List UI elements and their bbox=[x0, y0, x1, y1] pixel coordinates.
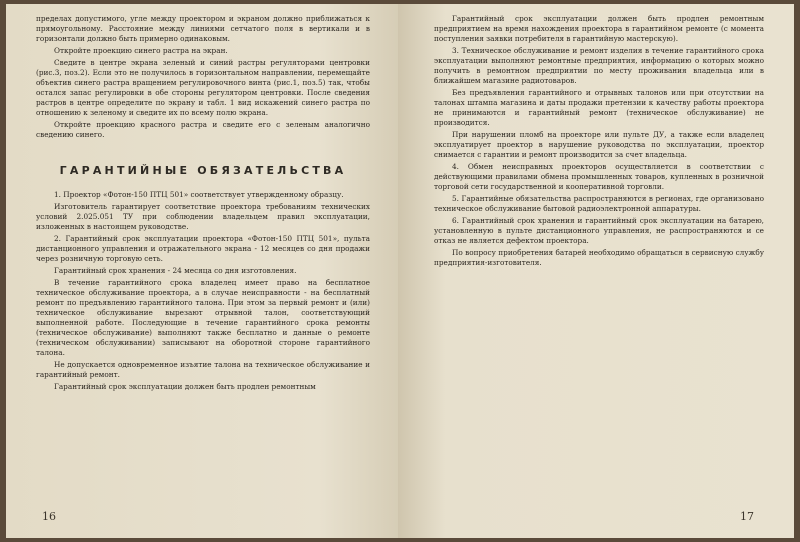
right-paragraph-4: При нарушении пломб на проекторе или пульте ДУ, а также если владелец эксплуатирует проектор в нарушение руководства по эксплуатации, проектор снимается с гарантии и ремонт производится за счет владельца. bbox=[434, 130, 764, 159]
warranty-paragraph-6: Не допускается одновременное изъятие талона на техническое обслуживание и гарантийный ремонт. bbox=[36, 360, 370, 379]
warranty-paragraph-5: В течение гарантийного срока владелец имеет право на бесплатное техническое обслуживание проектора, а в случае неисправности - на бесплатный ремонт по предъявлению гарантийного талона. При этом за первый ремонт и (или) техническое обслуживание вырезают отрывной талон, соответствующий выполненной работе. Последующие в течение гарантийного срока ремонты (техническое обслуживание) выполняют также бесплатно и данные о ремонте (техническом обслуживании) записывают на оборотной стороне гарантийного талона. bbox=[36, 278, 370, 357]
right-page bbox=[398, 4, 794, 538]
right-paragraph-6: 5. Гарантийные обязательства распространяются в регионах, где организовано техническое обслуживание бытовой радиоэлектронной аппаратуры. bbox=[434, 194, 764, 213]
intro-paragraph-4: Откройте проекцию красного растра и сведите его с зеленым аналогично сведению синего. bbox=[36, 120, 370, 139]
intro-paragraph-1: пределах допустимого, угле между проектором и экраном должно приближаться к прямоугольному. Расстояние между линиями сетчатого поля в вертикали и в горизонтали должно быть примерно одинаковым. bbox=[36, 14, 370, 43]
warranty-paragraph-3: 2. Гарантийный срок эксплуатации проектора «Фотон-150 ПТЦ 501», пульта дистанционного управления и отражательного экрана - 12 месяцев со дня продажи через розничную торговую сеть. bbox=[36, 234, 370, 263]
warranty-paragraph-4: Гарантийный срок хранения - 24 месяца со дня изготовления. bbox=[54, 266, 297, 275]
right-paragraph-2: 3. Техническое обслуживание и ремонт изделия в течение гарантийного срока эксплуатации выполняют ремонтные предприятия, информацию о которых можно получить в ремонтном предприятии по месту проживания владельца или в ближайшем магазине радиотоваров. bbox=[434, 46, 764, 85]
warranty-paragraph-2: Изготовитель гарантирует соответствие проектора требованиям технических условий 2.025.051 ТУ при соблюдении владельцем правил эксплуатации, изложенных в настоящем руководстве. bbox=[36, 202, 370, 231]
warranty-paragraph-1: 1. Проектор «Фотон-150 ПТЦ 501» соответствует утвержденному образцу. bbox=[54, 190, 344, 199]
intro-paragraph-3: Сведите в центре экрана зеленый и синий растры регуляторами центровки (рис.3, поз.2). Если это не получилось в горизонтальном направлении, перемещайте объектив синего растра вращением регулировочного винта (рис.1, поз.5) так, чтобы остался запас регулировки в обе стороны регулятором центровки. После сведения растров в центре определите по экрану и табл. 1 вид искажений синего растра по отношению к зеленому и сведите их по всему полю экрана. bbox=[36, 58, 370, 117]
right-paragraph-3: Без предъявления гарантийного и отрывных талонов или при отсутствии на талонах штампа магазина и даты продажи претензии к качеству работы проектора не принимаются и гарантийный ремонт (техническое обслуживание) не производится. bbox=[434, 88, 764, 127]
page-number-left: 16 bbox=[42, 510, 56, 523]
warranty-paragraph-7: Гарантийный срок эксплуатации должен быть продлен ремонтным bbox=[54, 382, 316, 391]
left-page bbox=[6, 4, 398, 538]
page-number-right: 17 bbox=[740, 510, 754, 523]
right-paragraph-7: 6. Гарантийный срок хранения и гарантийный срок эксплуатации на батарею, установленную в пульте дистанционного управления, не распространяются и се отказ не является дефектом проектора. bbox=[434, 216, 764, 245]
right-paragraph-1: Гарантийный срок эксплуатации должен быть продлен ремонтным предприятием на время нахождения проектора в гарантийном ремонте (с момента поступления заявки потребителя в гарантийную мастерскую). bbox=[434, 14, 764, 43]
right-paragraph-5: 4. Обмен неисправных проекторов осуществляется в соответствии с действующими правилами обмена промышленных товаров, купленных в розничной торговой сети государственной и кооперативной торговли. bbox=[434, 162, 764, 191]
booklet-spread bbox=[6, 4, 794, 538]
section-heading: ГАРАНТИЙНЫЕ ОБЯЗАТЕЛЬСТВА bbox=[59, 164, 347, 177]
intro-paragraph-2: Откройте проекцию синего растра на экран. bbox=[54, 46, 228, 55]
right-paragraph-8: По вопросу приобретения батарей необходимо обращаться в сервисную службу предприятия-изготовителя. bbox=[434, 248, 764, 267]
